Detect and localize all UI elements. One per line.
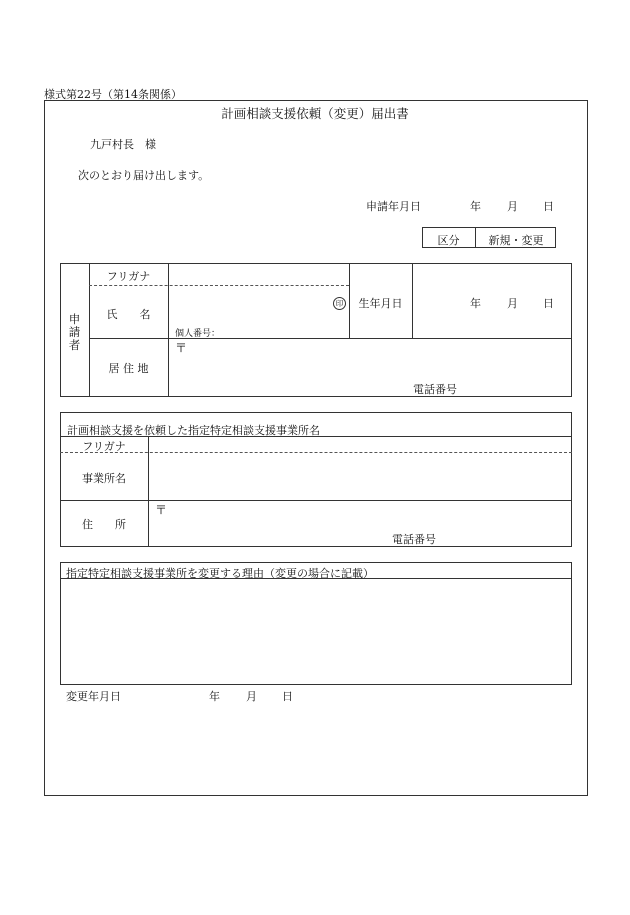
applicant-furigana-field[interactable] xyxy=(170,266,346,283)
category-label: 区分 xyxy=(437,234,460,247)
application-date-year: 年 xyxy=(470,200,481,213)
reason-section-title: 指定特定相談支援事業所を変更する理由（変更の場合に記載） xyxy=(66,567,374,580)
birthdate-year: 年 xyxy=(470,297,481,310)
change-date-label: 変更年月日 xyxy=(66,690,121,703)
category-value[interactable]: 新規・変更 xyxy=(488,234,544,247)
office-address-label: 住 所 xyxy=(82,518,126,531)
office-address-field[interactable] xyxy=(170,504,560,530)
form-title: 計画相談支援依頼（変更）届出書 xyxy=(221,106,409,121)
seal-mark: 印 xyxy=(333,297,346,310)
birthdate-label: 生年月日 xyxy=(358,297,403,310)
reason-field[interactable] xyxy=(62,580,570,683)
residence-field[interactable] xyxy=(190,342,560,378)
office-furigana-field[interactable] xyxy=(150,438,570,451)
application-date-month: 月 xyxy=(507,200,518,213)
change-date-day: 日 xyxy=(282,690,293,703)
intro-text: 次のとおり届け出します。 xyxy=(78,169,210,182)
office-section-title: 計画相談支援を依頼した指定特定相談支援事業所名 xyxy=(67,424,320,437)
applicant-name-field[interactable] xyxy=(170,288,330,318)
applicant-phone-label: 電話番号 xyxy=(413,383,457,396)
residence-label: 居 住 地 xyxy=(108,362,149,375)
birthdate-month: 月 xyxy=(507,297,518,310)
applicant-side-label-1: 申 xyxy=(68,312,81,326)
change-date-year: 年 xyxy=(209,690,220,703)
postal-mark: 〒 xyxy=(175,341,188,355)
office-name-label: 事業所名 xyxy=(82,472,126,485)
applicant-side-label-2: 請 xyxy=(68,325,81,339)
applicant-name-label: 氏 名 xyxy=(106,308,151,321)
office-phone-label: 電話番号 xyxy=(392,533,436,546)
office-furigana-label: フリガナ xyxy=(82,440,126,453)
birthdate-day: 日 xyxy=(543,297,554,310)
applicant-furigana-label: フリガナ xyxy=(106,270,151,283)
office-name-field[interactable] xyxy=(150,455,570,498)
style-number: 様式第22号（第14条関係） xyxy=(44,88,182,101)
addressee: 九戸村長 様 xyxy=(90,138,156,151)
applicant-side-label-3: 者 xyxy=(68,338,81,352)
change-date-month: 月 xyxy=(246,690,257,703)
office-postal-mark: 〒 xyxy=(155,503,168,517)
application-date-day: 日 xyxy=(543,200,554,213)
personal-number-label: 個人番号： xyxy=(175,329,221,339)
application-date-label: 申請年月日 xyxy=(366,200,421,213)
